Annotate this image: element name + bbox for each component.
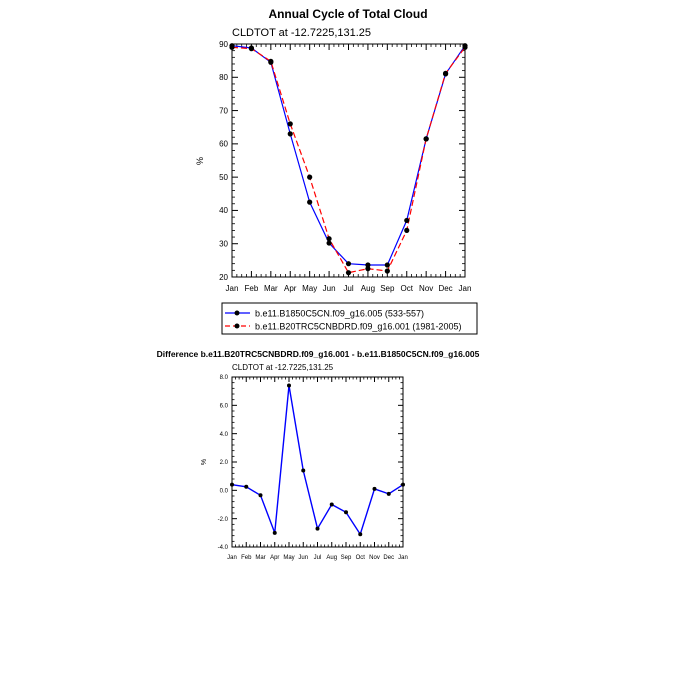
- y-tick-label: 90: [219, 39, 228, 49]
- chart2-ylabel: %: [201, 458, 208, 466]
- series-0-point: [373, 487, 377, 491]
- series-1-point: [249, 46, 254, 51]
- x-tick-label: Aug: [326, 555, 338, 561]
- legend-marker-1: [235, 324, 240, 329]
- diff-title: Difference b.e11.B20TRC5CNBDRD.f09_g16.001 - b.e11.B1850C5CN.f09_g16.005: [156, 349, 480, 359]
- series-1-point: [346, 270, 351, 275]
- x-tick-label: Aug: [360, 284, 376, 293]
- plot-frame: [232, 44, 465, 277]
- series-0-point: [273, 531, 277, 535]
- x-tick-label: Jul: [343, 284, 354, 293]
- series-0-point: [404, 218, 409, 223]
- x-tick-label: Oct: [400, 284, 413, 293]
- x-tick-label: Mar: [255, 555, 266, 561]
- series-0-point: [358, 532, 362, 536]
- series-1-point: [326, 236, 331, 241]
- series-1-point: [307, 175, 312, 180]
- series-1-point: [462, 45, 467, 50]
- y-tick-label: 2.0: [219, 460, 228, 467]
- series-0-point: [401, 483, 405, 487]
- legend-marker-0: [235, 311, 240, 316]
- series-1-point: [365, 266, 370, 271]
- series-1-point: [229, 45, 234, 50]
- series-1-point: [404, 228, 409, 233]
- series-0-point: [346, 261, 351, 266]
- series-line-0: [232, 46, 465, 265]
- y-tick-label: 20: [219, 272, 228, 282]
- x-tick-label: Nov: [369, 555, 380, 561]
- y-tick-label: 80: [219, 73, 228, 83]
- series-0-point: [287, 384, 291, 388]
- series-line-1: [232, 47, 465, 272]
- series-0-point: [307, 200, 312, 205]
- x-tick-label: Jun: [322, 284, 336, 293]
- chart2: [218, 375, 408, 561]
- plot-frame: [232, 377, 403, 547]
- chart1: [219, 40, 471, 293]
- series-0-point: [244, 485, 248, 489]
- series-1-point: [288, 121, 293, 126]
- x-tick-label: Jan: [458, 284, 472, 293]
- x-tick-label: Apr: [270, 555, 280, 561]
- y-tick-label: -2.0: [217, 516, 228, 523]
- chart1-ylabel: %: [195, 156, 205, 166]
- x-tick-label: Jan: [398, 555, 408, 561]
- y-tick-label: 0.0: [219, 488, 228, 495]
- main-title: Annual Cycle of Total Cloud: [268, 7, 428, 21]
- series-0-point: [385, 262, 390, 267]
- y-tick-label: 8.0: [219, 375, 228, 382]
- series-line-0: [232, 386, 403, 535]
- series-0-point: [301, 469, 305, 473]
- y-tick-label: -4.0: [217, 545, 228, 552]
- chart2-subtitle: CLDTOT at -12.7225,131.25: [232, 363, 334, 372]
- y-tick-label: 50: [219, 172, 228, 182]
- y-tick-label: 6.0: [219, 403, 228, 410]
- legend-label-0: b.e11.B1850C5CN.f09_g16.005 (533-557): [255, 308, 424, 319]
- x-tick-label: Nov: [419, 284, 434, 293]
- x-tick-label: Dec: [438, 284, 453, 293]
- series-1-point: [443, 71, 448, 76]
- x-tick-label: Sep: [340, 555, 352, 561]
- x-tick-label: Jan: [225, 284, 239, 293]
- x-tick-label: May: [302, 284, 318, 293]
- series-1-point: [385, 268, 390, 273]
- x-tick-label: May: [283, 555, 295, 561]
- y-tick-label: 60: [219, 139, 228, 149]
- y-tick-label: 30: [219, 239, 228, 249]
- y-tick-label: 40: [219, 206, 228, 216]
- series-0-point: [230, 483, 234, 487]
- x-tick-label: Dec: [383, 555, 395, 561]
- chart1-subtitle: CLDTOT at -12.7225,131.25: [232, 27, 372, 39]
- series-0-point: [387, 492, 391, 496]
- x-tick-label: Jun: [298, 555, 309, 561]
- series-0-point: [288, 131, 293, 136]
- x-tick-label: Oct: [355, 555, 365, 561]
- x-tick-label: Sep: [380, 284, 395, 293]
- legend-label-1: b.e11.B20TRC5CNBDRD.f09_g16.001 (1981-2005): [255, 321, 462, 332]
- series-0-point: [344, 510, 348, 514]
- series-1-point: [424, 136, 429, 141]
- x-tick-label: Feb: [244, 284, 259, 293]
- x-tick-label: Apr: [284, 284, 297, 293]
- y-tick-label: 4.0: [219, 431, 228, 438]
- series-0-point: [330, 503, 334, 507]
- x-tick-label: Feb: [241, 555, 252, 561]
- chart1-legend: [222, 303, 477, 334]
- y-tick-label: 70: [219, 106, 228, 116]
- x-tick-label: Mar: [263, 284, 278, 293]
- x-tick-label: Jul: [313, 555, 322, 561]
- x-tick-label: Jan: [227, 555, 237, 561]
- series-0-point: [316, 527, 320, 531]
- series-0-point: [259, 493, 263, 497]
- series-1-point: [268, 59, 273, 64]
